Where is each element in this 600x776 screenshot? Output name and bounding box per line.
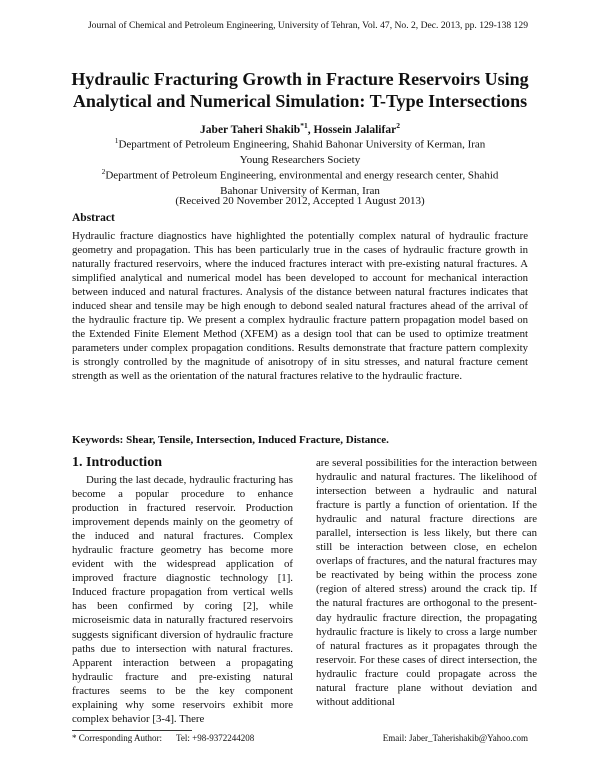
- author-separator: ,: [307, 123, 314, 136]
- intro-left-column: [72, 454, 293, 726]
- telephone: Tel: +98-9372244208: [176, 733, 255, 743]
- keywords-line: [72, 434, 540, 446]
- abstract-text: Hydraulic fracture diagnostics have highlighted the potentially complex natural of hydraulic fracture geometry and propagation. This has been particularly true in the cases of hydraulic fracture growth in naturally fractured reservoirs, where the induced fractures interact with pre-existing natural fractures. A simplified analytical and numerical model has been developed to account for mechanical interaction between induced and natural fractures. Analysis of the distance between natural fractures indicates that induced shear and tensile may be high enough to debond sealed natural fractures ahead of the arrival of the hydraulic fracture tip. We present a complex hydraulic fracture pattern propagation model based on the Extended Finite Element Method (XFEM) as a design tool that can be used to optimize treatment parameters under complex propagation conditions. Results demonstrate that fracture pattern complexity is strongly controlled by the magnitude of anisotropy of in situ stresses, and natural fracture cement strength as well as the orientation of the natural fractures relative to the hydraulic fracture.: [72, 230, 528, 383]
- email-address: Email: Jaber_Taherishakib@Yahoo.com: [382, 733, 528, 743]
- affiliation-1-text: Department of Petroleum Engineering, Shahid Bahonar University of Kerman, Iran: [118, 138, 486, 151]
- paper-title: [60, 68, 540, 112]
- keywords-label: Keywords: [72, 434, 120, 446]
- corresponding-author-label: * Corresponding Author:: [72, 733, 162, 743]
- title-line-2: Analytical and Numerical Simulation: T-Type Intersections: [72, 91, 528, 111]
- affiliation-1-line-2: Young Researchers Society: [239, 153, 361, 166]
- keywords-list: : Shear, Tensile, Intersection, Induced Fracture, Distance.: [119, 434, 389, 446]
- affiliation-2-text: Department of Petroleum Engineering, environmental and energy research center, Shahid: [105, 169, 499, 182]
- affiliation-2-line-2: Bahonar University of Kerman, Iran: [220, 184, 380, 197]
- author-1-marker: *1: [300, 121, 308, 130]
- author-2: Hossein Jalalifar: [313, 123, 397, 136]
- intro-right-column: [316, 456, 537, 709]
- title-line-1: Hydraulic Fracturing Growth in Fracture Reservoirs Using: [71, 69, 529, 89]
- intro-right-paragraph: are several possibilities for the interaction between hydraulic and natural fractures. The likelihood of intersection between a hydraulic and natural fracture is partly a function of orientation. If the hydraulic and natural fracture directions are parallel, intersection is less likely, but there can still be interaction between close, en echelon overlaps of fractures, and the natural fractures may be reactivated by being within the process zone (region of altered stress) around the crack tip. If the natural fractures are orthogonal to the present-day hydraulic fracture direction, the propagating hydraulic fracture is likely to cross a large number of natural fractures as it propagates through the reservoir. For these cases of direct intersection, the hydraulic fracture could propagate across the natural fracture plane without deviation and without additional: [316, 457, 537, 708]
- abstract-heading: Abstract: [72, 212, 115, 224]
- author-2-marker: 2: [396, 121, 400, 130]
- running-header: Journal of Chemical and Petroleum Engineering, University of Tehran, Vol. 47, No. 2, Dec. 2013, pp. 129-138 129: [87, 20, 528, 31]
- affiliation-1-marker: 1: [114, 136, 119, 145]
- intro-left-paragraph: During the last decade, hydraulic fracturing has become a popular procedure to enhance production in fractured reservoir. Production improvement depends mainly on the geometry of the induced and natural fractures. Complex hydraulic fracture geometry has become more evident with the widespread application of improved fracture diagnostic technology [1]. Induced fracture propagation from vertical wells has been confirmed by coring [2], while microseismic data in naturally fractured reservoirs suggests significant diversion of hydraulic fracture paths due to intersection with natural fractures. Apparent interaction between a propagating hydraulic fracture and pre-existing natural fractures seems to be the key component explaining why some reservoirs exhibit more complex behavior [3-4]. There: [72, 474, 293, 725]
- footnote-divider: [72, 730, 192, 731]
- received-dates: (Received 20 November 2012, Accepted 1 August 2013): [175, 195, 425, 207]
- affiliation-2-marker: 2: [101, 167, 106, 176]
- introduction-heading: 1. Introduction: [72, 455, 162, 470]
- author-1: Jaber Taheri Shakib: [200, 123, 301, 136]
- affiliation-1: [70, 133, 530, 168]
